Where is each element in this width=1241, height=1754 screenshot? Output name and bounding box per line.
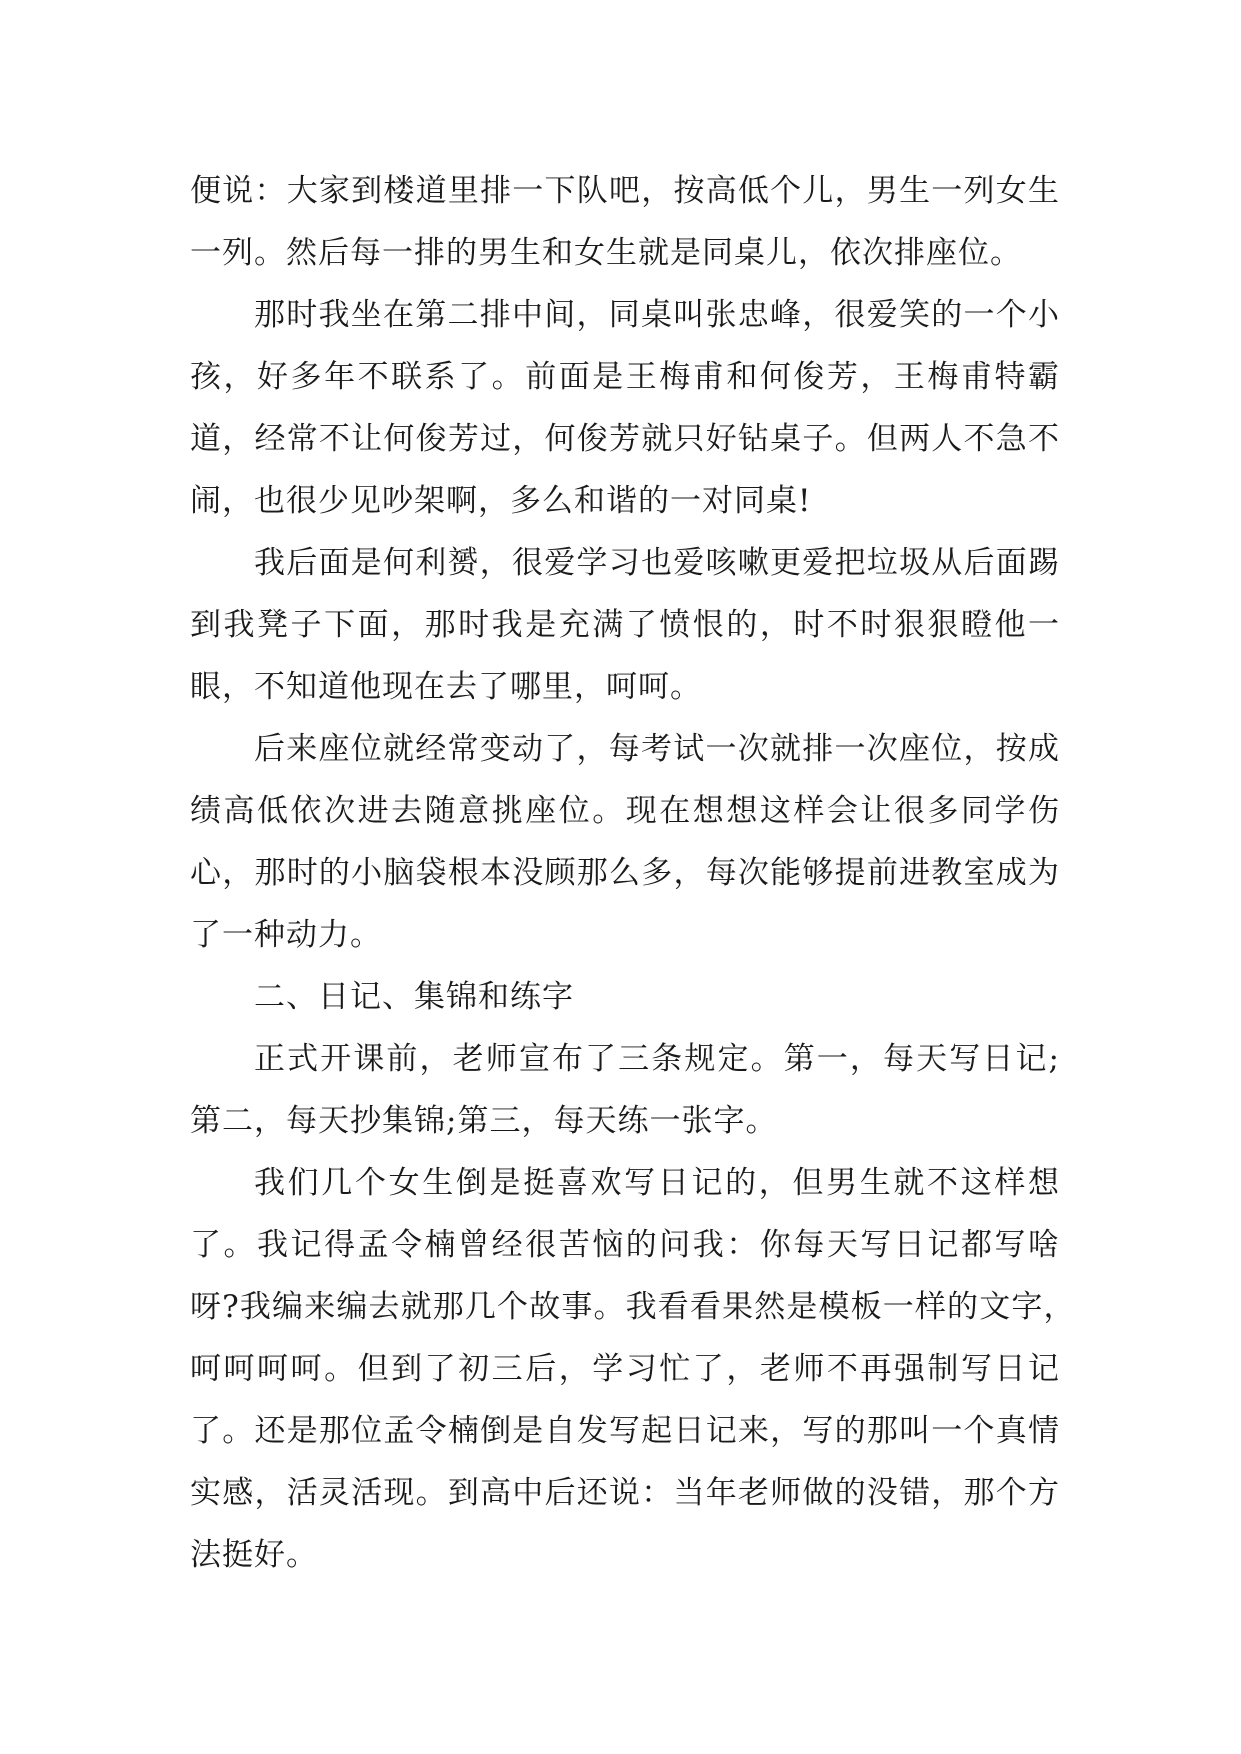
paragraph-2: 那时我坐在第二排中间，同桌叫张忠峰，很爱笑的一个小孩，好多年不联系了。前面是王梅甫和何俊芳，王梅甫特霸道，经常不让何俊芳过，何俊芳就只好钻桌子。但两人不急不闹，也很少见吵架啊，多么和谐的一对同桌! [190, 297, 1060, 519]
paragraph-1: 便说：大家到楼道里排一下队吧，按高低个儿，男生一列女生一列。然后每一排的男生和女生就是同桌儿，依次排座位。 [190, 173, 1060, 271]
document-body [190, 160, 1124, 1586]
paragraph-6: 我们几个女生倒是挺喜欢写日记的，但男生就不这样想了。我记得孟令楠曾经很苦恼的问我：你每天写日记都写啥呀?我编来编去就那几个故事。我看看果然是模板一样的文字， 呵呵呵呵。但到了初三后，学习忙了，老师不再强制写日记了。还是那位孟令楠倒是自发写起日记来，写的那叫一个真情实感，活灵活现。到高中后还说：当年老师做的没错，那个方法挺好。 [190, 1165, 1124, 1573]
paragraph-4: 后来座位就经常变动了，每考试一次就排一次座位，按成绩高低依次进去随意挑座位。现在想想这样会让很多同学伤心，那时的小脑袋根本没顾那么多，每次能够提前进教室成为了一种动力。 [190, 731, 1060, 953]
section-heading: 二、日记、集锦和练字 [254, 979, 574, 1015]
paragraph-3: 我后面是何利赟，很爱学习也爱咳嗽更爱把垃圾从后面踢到我凳子下面，那时我是充满了愤恨的，时不时狠狠瞪他一眼，不知道他现在去了哪里，呵呵。 [190, 545, 1060, 705]
paragraph-5: 正式开课前，老师宣布了三条规定。第一，每天写日记;第二，每天抄集锦;第三，每天练一张字。 [190, 1041, 1060, 1139]
